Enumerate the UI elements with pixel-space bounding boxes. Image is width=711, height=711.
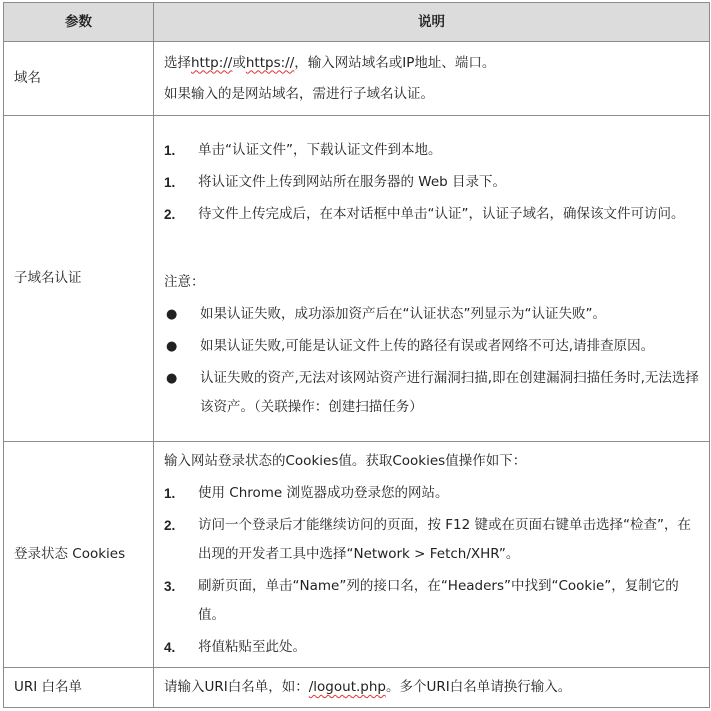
desc-uri-line: 请输入URI白名单，如：/logout.php。多个URI白名单请换行输入。 xyxy=(164,679,572,695)
step-number: 4. xyxy=(164,639,176,655)
param-cookies: 登录状态 Cookies xyxy=(4,442,154,668)
desc-domain-line1: 选择http://或https://，输入网站域名或IP地址、端口。 xyxy=(164,54,496,71)
list-item xyxy=(164,200,699,229)
step-text: 单击“认证文件”，下载认证文件到本地。 xyxy=(198,141,442,158)
step-number: 1. xyxy=(164,174,176,190)
list-item xyxy=(164,300,699,329)
parameter-table xyxy=(3,2,710,708)
bullet-dot-icon: ● xyxy=(166,306,178,322)
desc-cookies xyxy=(154,442,710,668)
param-uri: URI 白名单 xyxy=(4,668,154,708)
list-item xyxy=(164,136,699,165)
desc-domain-line2: 如果输入的是网站域名，需进行子域名认证。 xyxy=(164,85,434,102)
cookies-intro: 输入网站登录状态的Cookies值。获取Cookies值操作如下： xyxy=(164,452,527,469)
table-row-uri xyxy=(4,668,710,708)
step-number: 3. xyxy=(164,578,176,594)
step-text: 刷新页面，单击“Name”列的接口名，在“Headers”中找到“Cookie”，复制它的值。 xyxy=(198,577,679,623)
header-desc: 说明 xyxy=(154,3,710,42)
step-number: 1. xyxy=(164,142,176,158)
step-text: 使用 Chrome 浏览器成功登录您的网站。 xyxy=(198,484,449,501)
list-item xyxy=(164,511,699,569)
bullet-dot-icon: ● xyxy=(166,370,178,386)
note-label: 注意： xyxy=(164,273,205,290)
desc-domain xyxy=(154,42,710,116)
step-text: 待文件上传完成后，在本对话框中单击“认证”，认证子域名，确保该文件可访问。 xyxy=(198,205,685,222)
list-item xyxy=(164,364,699,422)
step-number: 2. xyxy=(164,517,176,533)
param-subdomain: 子域名认证 xyxy=(4,116,154,442)
table-row-subdomain xyxy=(4,116,710,442)
table-row-domain xyxy=(4,42,710,116)
step-text: 访问一个登录后才能继续访问的页面，按 F12 键或在页面右键单击选择“检查”，在出现的开发者工具中选择“Network > Fetch/XHR”。 xyxy=(198,516,692,562)
list-item xyxy=(164,572,699,630)
table-header-row xyxy=(4,3,710,42)
list-item xyxy=(164,168,699,197)
step-text: 将值粘贴至此处。 xyxy=(198,638,306,655)
step-text: 将认证文件上传到网站所在服务器的 Web 目录下。 xyxy=(198,173,507,190)
note-text: 如果认证失败，成功添加资产后在“认证状态”列显示为“认证失败”。 xyxy=(200,305,606,322)
desc-uri xyxy=(154,668,710,708)
list-item xyxy=(164,479,699,508)
table-row-cookies xyxy=(4,442,710,668)
step-number: 2. xyxy=(164,206,176,222)
desc-subdomain xyxy=(154,116,710,442)
note-text: 认证失败的资产,无法对该网站资产进行漏洞扫描,即在创建漏洞扫描任务时,无法选择该资产。（关联操作：创建扫描任务） xyxy=(200,369,699,415)
note-text: 如果认证失败,可能是认证文件上传的路径有误或者网络不可达,请排查原因。 xyxy=(200,337,655,354)
list-item xyxy=(164,332,699,361)
param-domain: 域名 xyxy=(4,42,154,116)
step-number: 1. xyxy=(164,485,176,501)
bullet-dot-icon: ● xyxy=(166,338,178,354)
list-item xyxy=(164,633,699,662)
header-param: 参数 xyxy=(4,3,154,42)
